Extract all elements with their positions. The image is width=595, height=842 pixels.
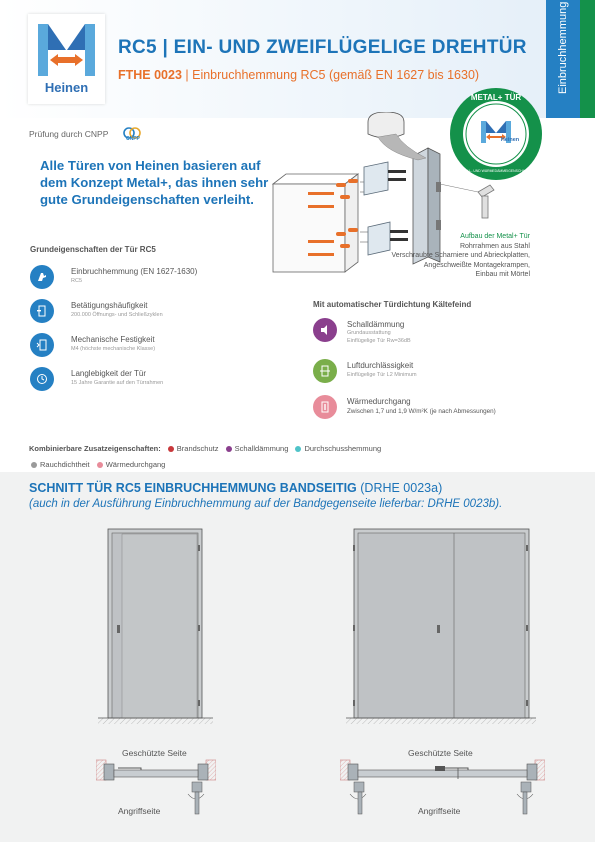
combinable-properties (29, 441, 381, 473)
prop-title: Langlebigkeit der Tür (71, 369, 147, 378)
combo-dot (31, 462, 37, 468)
page-subtitle (118, 68, 479, 82)
prop-thermal (313, 395, 553, 421)
cnpp-logo (121, 126, 155, 144)
logo-text: Heinen (44, 80, 89, 95)
protected-side-label: Geschützte Seite (122, 748, 187, 758)
prop-sub: RC5 (71, 278, 83, 284)
badge-bottom-text: SCHALL- UND WÄRMEDÄMMEIGENSCHAFTEN (458, 169, 534, 173)
prop-sub: Einflügelige Tür Rw=36dB (347, 338, 411, 344)
diagram-note-heading: Aufbau der Metal+ Tür (460, 233, 530, 240)
prop-air (313, 359, 533, 385)
cnpp-label: Prüfung durch CNPP (29, 129, 109, 139)
burglar-icon (30, 265, 54, 289)
prop-sub: M4 (höchste mechanische Klasse) (71, 346, 156, 352)
combo-dot (97, 462, 103, 468)
double-door-elevation (346, 525, 536, 725)
cnpp-logo-text: CNPP (126, 136, 140, 142)
door-handle-icon (30, 299, 54, 323)
combos-label: Kombinierbare Zusatzeigenschaften: (29, 444, 161, 453)
combo-item: Schalldämmung (234, 444, 289, 453)
prop-sub: Grundausstattung (347, 330, 391, 336)
attack-side-label: Angriffseite (118, 806, 161, 816)
combo-dot (295, 446, 301, 452)
basic-props-title: Grundeigenschaften der Tür RC5 (30, 245, 156, 254)
badge-top-text: METAL+ TÜR (470, 93, 522, 102)
sound-icon (313, 318, 337, 342)
section-title-bold: SCHNITT TÜR RC5 EINBRUCHHEMMUNG BANDSEITIG (29, 481, 357, 495)
air-icon (313, 359, 337, 383)
heinen-logo (28, 14, 105, 104)
protected-side-label: Geschützte Seite (408, 748, 473, 758)
prop-burglary (30, 265, 250, 291)
section-title-code: (DRHE 0023a) (356, 481, 443, 495)
side-tab-label: Einbruchhemmung (557, 2, 569, 95)
combo-item: Wärmedurchgang (105, 460, 166, 469)
prop-title: Mechanische Festigkeit (71, 335, 155, 344)
diagram-note-line: Rohrrahmen aus Stahl (459, 242, 530, 250)
combo-dot (226, 446, 232, 452)
prop-sub: 15 Jahre Garantie auf den Türrahmen (71, 380, 164, 386)
diagram-note-line: Verschraubte Scharniere und Abrieckplatten, (391, 252, 530, 260)
prop-sound (313, 318, 533, 346)
door-strength-icon (30, 333, 54, 357)
badge-logo-text: Heinen (500, 137, 520, 143)
prop-sub: 200.000 Öffnungs- und Schließzyklen (71, 312, 163, 318)
single-door-elevation (98, 525, 213, 725)
prop-title: Luftdurchlässigkeit (347, 361, 414, 370)
subtitle-code: FTHE 0023 (118, 68, 182, 82)
diagram-note-line: Angeschweißte Montagekrampen, (423, 261, 530, 269)
attack-side-label: Angriffseite (418, 806, 461, 816)
combo-item: Durchschusshemmung (304, 444, 382, 453)
combo-item: Rauchdichtheit (40, 460, 90, 469)
section-subtitle: (auch in der Ausführung Einbruchhemmung auf der Bandgegenseite lieferbar: DRHE 0023b). (29, 498, 503, 510)
prop-title: Einbruchhemmung (EN 1627-1630) (71, 267, 198, 276)
prop-strength (30, 333, 250, 359)
prop-title: Betätigungshäufigkeit (71, 301, 148, 310)
prop-title: Wärmedurchgang (347, 397, 411, 406)
thermal-icon (313, 395, 337, 419)
section-title (29, 481, 442, 495)
prop-operation (30, 299, 250, 325)
auto-props-title: Mit automatischer Türdichtung Kältefeind (313, 300, 472, 309)
page-title: RC5 | EIN- UND ZWEIFLÜGELIGE DREHTÜR (118, 37, 527, 58)
intro-text: Alle Türen von Heinen basieren auf dem Konzept Metal+, das ihnen sehr gute Grundeigenschaften verleiht. (40, 158, 269, 207)
longevity-icon (30, 367, 54, 391)
prop-sub: Einflügelige Tür L2 Minimum (347, 372, 417, 378)
prop-longevity (30, 367, 250, 393)
diagram-note (380, 232, 530, 280)
combo-dot (168, 446, 174, 452)
heinen-logo-mark (38, 24, 95, 76)
side-tab-accent (580, 0, 595, 118)
prop-sub: Zwischen 1,7 und 1,9 W/m²K (je nach Abmessungen) (347, 408, 496, 415)
diagram-note-line: Einbau mit Mörtel (475, 271, 530, 279)
prop-title: Schalldämmung (347, 320, 405, 329)
combo-item: Brandschutz (176, 444, 219, 453)
subtitle-text: | Einbruchhemmung RC5 (gemäß EN 1627 bis 1630) (181, 68, 480, 82)
